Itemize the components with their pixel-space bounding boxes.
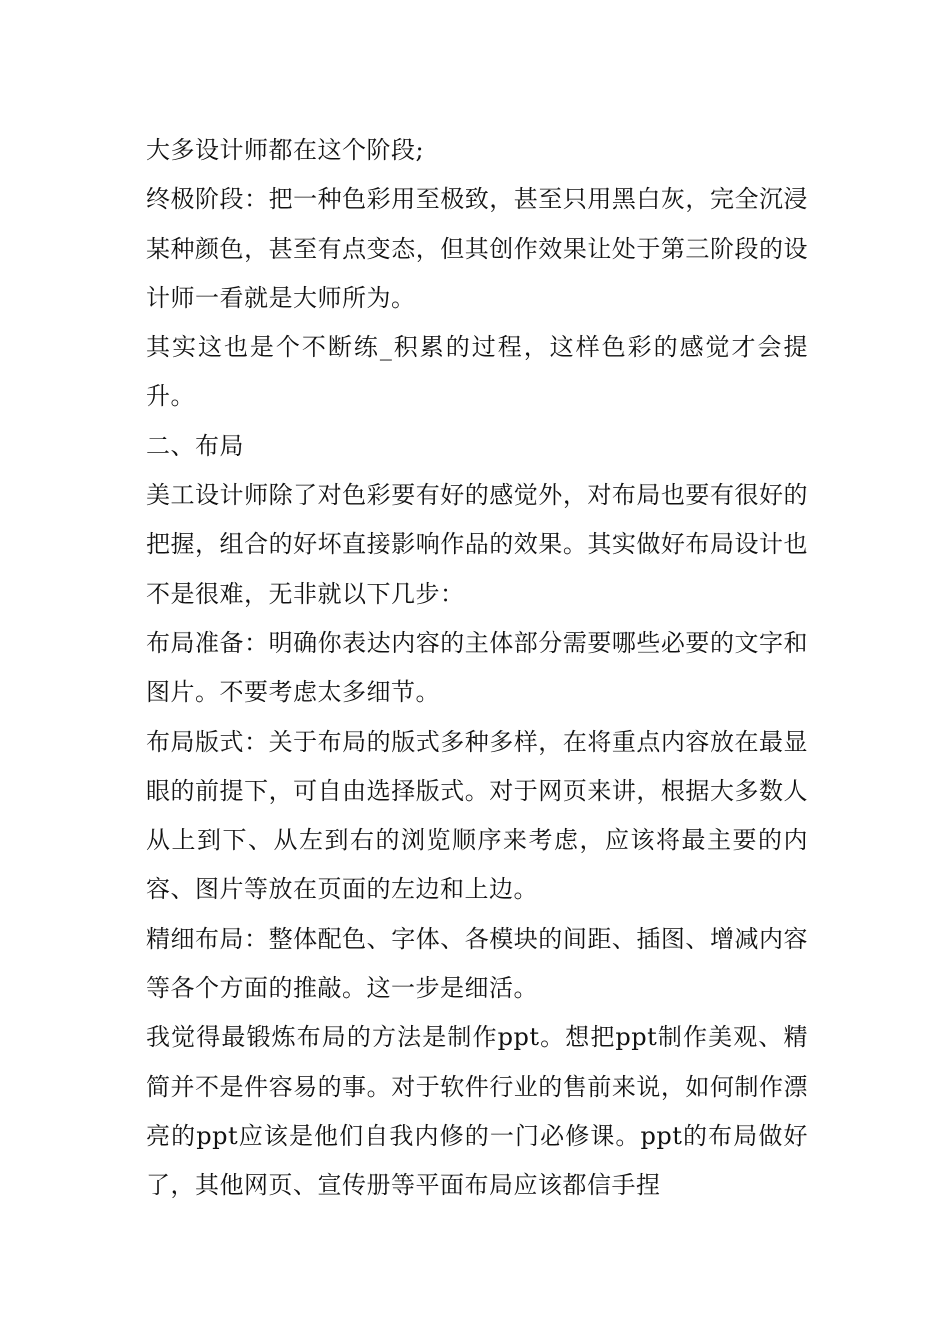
paragraph-practice: 其实这也是个不断练_积累的过程，这样色彩的感觉才会提升。 xyxy=(146,333,808,411)
paragraph-stage-summary: 大多设计师都在这个阶段; xyxy=(146,136,425,164)
paragraph-layout-preparation: 布局准备：明确你表达内容的主体部分需要哪些必要的文字和图片。不要考虑太多细节。 xyxy=(146,628,808,707)
document-body xyxy=(146,126,808,1211)
paragraph-detailed-layout: 精细布局：整体配色、字体、各模块的间距、插图、增减内容等各个方面的推敲。这一步是细活。 xyxy=(146,924,808,1003)
paragraph-ultimate-stage: 终极阶段：把一种色彩用至极致，甚至只用黑白灰，完全沉浸某种颜色，甚至有点变态，但其创作效果让处于第三阶段的设计师一看就是大师所为。 xyxy=(146,185,808,312)
section-heading-layout: 二、布局 xyxy=(146,431,244,460)
paragraph-layout-format: 布局版式：关于布局的版式多种多样，在将重点内容放在最显眼的前提下，可自由选择版式。对于网页来讲，根据大多数人从上到下、从左到右的浏览顺序来考虑，应该将最主要的内容、图片等放在页面的左边和上边。 xyxy=(146,727,808,904)
paragraph-ppt-practice: 我觉得最锻炼布局的方法是制作ppt。想把ppt制作美观、精简并不是件容易的事。对于软件行业的售前来说，如何制作漂亮的ppt应该是他们自我内修的一门必修课。ppt的布局做好了，其他网页、宣传册等平面布局应该都信手捏 xyxy=(146,1023,808,1200)
paragraph-layout-intro: 美工设计师除了对色彩要有好的感觉外，对布局也要有很好的把握，组合的好坏直接影响作品的效果。其实做好布局设计也不是很难，无非就以下几步： xyxy=(146,481,808,608)
